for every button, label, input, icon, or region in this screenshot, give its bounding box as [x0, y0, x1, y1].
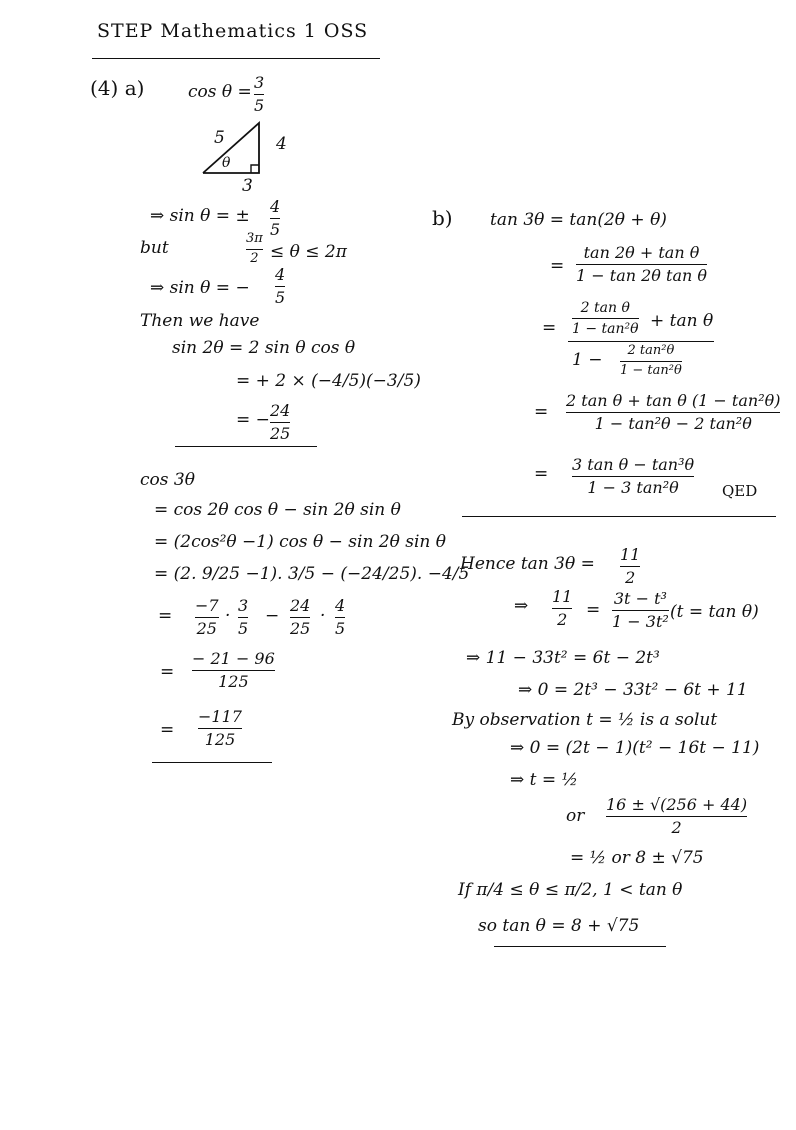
denominator: 1 − tan²θ — [572, 321, 639, 338]
denominator: 5 — [335, 619, 346, 639]
numerator: 11 — [620, 545, 641, 564]
then-we-have: Then we have — [140, 311, 260, 331]
cubic-line-2: ⇒ 0 = 2t³ − 33t² − 6t + 11 — [518, 680, 748, 700]
b-line-3-den-pre: 1 − — [572, 350, 603, 370]
denominator: 1 − tan²θ — [620, 362, 682, 378]
b-line-3-inner-num — [572, 300, 639, 337]
sin2-result-fraction — [270, 402, 290, 444]
numerator: 3 tan θ − tan³θ — [572, 455, 695, 474]
denominator: 1 − 3t² — [612, 612, 669, 632]
cos3-result-fraction — [198, 708, 242, 750]
numerator: −7 — [195, 596, 219, 615]
hence-fraction — [620, 546, 640, 588]
numerator: 2 tan θ — [580, 300, 630, 316]
cubic-line-1: ⇒ 11 − 33t² = 6t − 2t³ — [466, 648, 660, 668]
cos3-underline — [152, 762, 272, 763]
denominator: 2 — [625, 568, 636, 588]
numerator: 2 tan²θ — [627, 343, 675, 358]
b-line-4-eq: = — [534, 402, 549, 422]
cos3-l5-fraction — [192, 650, 275, 692]
b-line-2-fraction — [576, 244, 707, 286]
triangle-adj: 3 — [242, 176, 253, 196]
numerator: 16 ± √(256 + 44) — [606, 795, 748, 814]
denominator: 2 — [250, 250, 259, 266]
numerator: 4 — [270, 197, 281, 216]
sub-fraction-right — [612, 590, 669, 632]
denominator: 1 − tan²θ − 2 tan²θ — [594, 414, 752, 434]
cos3-line-2: = (2cos²θ −1) cos θ − sin 2θ sin θ — [154, 532, 447, 552]
numerator: tan 2θ + tan θ — [583, 243, 700, 262]
b-line-5-eq: = — [534, 464, 549, 484]
cos3-line-5-eq: = — [160, 662, 175, 682]
denominator: 25 — [270, 424, 291, 444]
cubic-line-3: By observation t = ½ is a solut — [452, 710, 718, 730]
or-label: or — [566, 806, 585, 826]
sub-eq: = — [586, 600, 601, 620]
denominator: 2 — [671, 818, 682, 838]
range-condition: If π/4 ≤ θ ≤ π/2, 1 < tan θ — [458, 880, 683, 900]
final-underline — [494, 946, 666, 947]
b-line-3-plus: + tan θ — [650, 311, 714, 331]
numerator: − 21 − 96 — [192, 649, 275, 668]
cos-fraction — [254, 74, 264, 116]
b-line-1: tan 3θ = tan(2θ + θ) — [490, 210, 667, 230]
part-a-label: (4) a) — [90, 76, 145, 100]
numerator: 11 — [552, 587, 573, 606]
sin2-line-1: sin 2θ = 2 sin θ cos θ — [172, 338, 356, 358]
sin2-underline — [175, 446, 317, 447]
quadratic-fraction — [606, 796, 747, 838]
sub-note: (t = tan θ) — [670, 602, 759, 622]
range-rest: ≤ θ ≤ 2π — [270, 242, 347, 262]
cos3-l4-minus: − — [265, 606, 280, 626]
hence-line: Hence tan 3θ = — [460, 554, 595, 574]
triangle-diagram — [195, 115, 275, 195]
part-b-label: b) — [432, 206, 453, 230]
cos3-l4-dot-2: · — [320, 606, 326, 626]
numerator: 24 — [270, 401, 291, 420]
numerator: −117 — [198, 707, 242, 726]
sin2-line-3-eq: = − — [236, 410, 270, 430]
b-line-3-den-inner — [620, 344, 682, 379]
cos3-heading: cos 3θ — [140, 470, 195, 490]
denominator: 5 — [275, 288, 286, 308]
numerator: 4 — [275, 265, 286, 284]
cos3-line-6-eq: = — [160, 720, 175, 740]
triangle-angle: θ — [222, 155, 231, 171]
sin-neg-fraction — [275, 266, 285, 308]
cos3-l4-frac-a — [195, 597, 219, 639]
denominator: 125 — [204, 730, 236, 750]
sin-pm-line: ⇒ sin θ = ± — [150, 206, 250, 226]
page-title: STEP Mathematics 1 OSS — [97, 20, 369, 42]
but-label: but — [140, 238, 169, 258]
b-identity-underline — [462, 516, 776, 517]
numerator: 3 — [238, 596, 249, 615]
cos3-l4-frac-d — [335, 597, 345, 639]
triangle-opp: 4 — [276, 134, 287, 154]
b-line-4-fraction — [566, 392, 780, 434]
numerator: 24 — [290, 596, 311, 615]
b-line-2-eq: = — [550, 256, 565, 276]
sub-arrow: ⇒ — [514, 596, 529, 616]
denominator: 25 — [196, 619, 217, 639]
cos3-line-3: = (2. 9/25 −1). 3/5 − (−24/25). −4/5 — [154, 564, 470, 584]
cos3-line-4-eq: = — [158, 606, 173, 626]
b-line-3-main-bar — [568, 341, 714, 342]
denominator: 125 — [218, 672, 249, 692]
denominator: 1 − 3 tan²θ — [587, 478, 679, 498]
denominator: 1 − tan 2θ tan θ — [576, 266, 708, 286]
cos3-l4-frac-c — [290, 597, 310, 639]
numerator: 4 — [335, 596, 346, 615]
cos3-line-1: = cos 2θ cos θ − sin 2θ sin θ — [154, 500, 401, 520]
denominator: 5 — [270, 220, 281, 240]
cubic-line-4: ⇒ 0 = (2t − 1)(t² − 16t − 11) — [510, 738, 760, 758]
denominator: 5 — [254, 96, 265, 116]
cos3-l4-dot-1: · — [225, 606, 231, 626]
final-answer: so tan θ = 8 + √75 — [478, 916, 640, 936]
numerator: 3 — [254, 73, 265, 92]
roots-line: = ½ or 8 ± √75 — [570, 848, 704, 868]
sub-fraction-left — [552, 588, 572, 630]
sin-pm-fraction — [270, 198, 280, 240]
sin2-line-2: = + 2 × (−4/5)(−3/5) — [236, 371, 421, 391]
triangle-hyp: 5 — [214, 128, 225, 148]
sin-neg-line: ⇒ sin θ = − — [150, 278, 250, 298]
denominator: 25 — [290, 619, 311, 639]
cos3-l4-frac-b — [238, 597, 248, 639]
b-line-3-eq: = — [542, 318, 557, 338]
qed-label: QED — [722, 482, 758, 500]
numerator: 2 tan θ + tan θ (1 − tan²θ) — [566, 391, 781, 410]
numerator: 3t − t³ — [613, 589, 667, 608]
title-underline — [92, 58, 380, 59]
cubic-line-5: ⇒ t = ½ — [510, 770, 579, 790]
cos-given: cos θ = — [188, 82, 252, 102]
denominator: 2 — [557, 610, 568, 630]
numerator: 3π — [246, 231, 263, 246]
b-line-5-fraction — [572, 456, 694, 498]
range-fraction — [246, 232, 263, 267]
denominator: 5 — [238, 619, 249, 639]
